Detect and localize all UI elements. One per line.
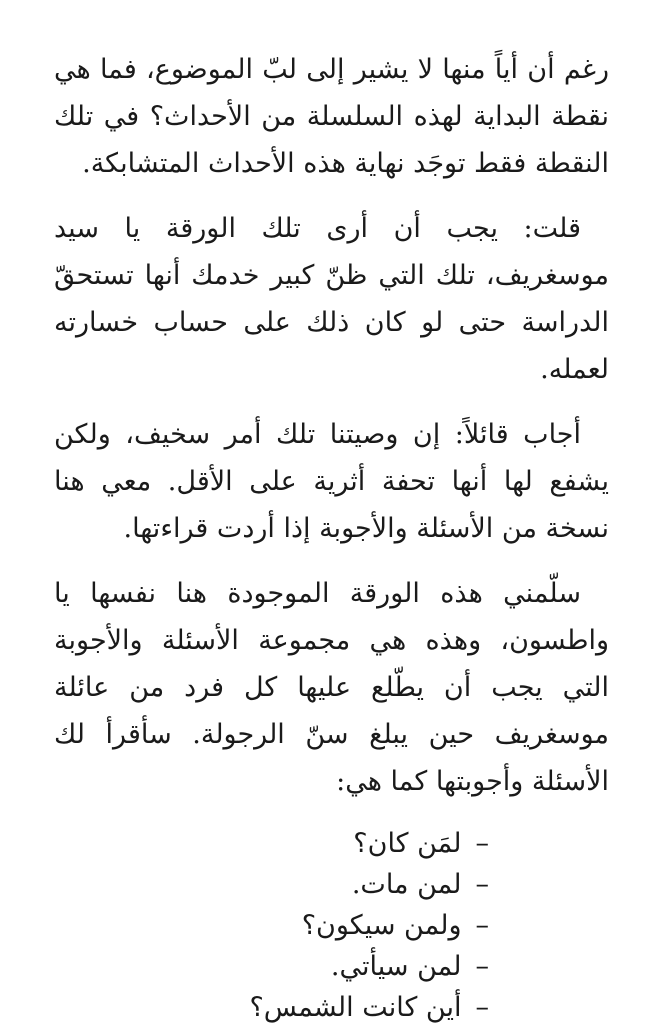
list-dash: – [475,910,489,941]
list-item-text: أين كانت الشمس؟ [249,992,462,1023]
book-page [54,46,609,1028]
paragraph-answer: أجاب قائلاً: إن وصيتنا تلك أمر سخيف، ولكن يشفع لها أنها تحفة أثرية على الأقل. معي هنا نسخة من الأسئلة والأجوبة إذا أردت قراءتها. [54,419,609,544]
list-item-text: لمَن كان؟ [353,828,462,859]
paragraph-handover: سلّمني هذه الورقة الموجودة هنا نفسها يا واطسون، وهذه هي مجموعة الأسئلة والأجوبة التي يجب أن يطّلع عليها كل فرد من عائلة موسغريف حين يبلغ سنّ الرجولة. سأقرأ لك الأسئلة وأجوبتها كما هي: [54,578,609,797]
list-item-text: لمن مات. [351,869,462,900]
list-item-text: ولمن سيكون؟ [301,910,462,941]
paragraph-request: قلت: يجب أن أرى تلك الورقة يا سيد موسغريف، تلك التي ظنّ كبير خدمك أنها تستحقّ الدراسة حتى لو كان ذلك على حساب خسارته لعمله. [54,213,609,385]
list-item [54,823,489,864]
list-item [54,864,489,905]
ritual-question-list [54,823,609,1028]
list-dash: – [475,869,489,900]
list-dash: – [475,951,489,982]
list-item-text: لمن سيأتي. [330,951,462,982]
list-item [54,946,489,987]
list-item [54,905,489,946]
list-dash: – [475,828,489,859]
list-item [54,987,489,1028]
list-dash: – [475,992,489,1023]
paragraph-intro: رغم أن أياً منها لا يشير إلى لبّ الموضوع، فما هي نقطة البداية لهذه السلسلة من الأحداث؟ في تلك النقطة فقط توجَد نهاية هذه الأحداث المتشابكة. [54,54,609,179]
